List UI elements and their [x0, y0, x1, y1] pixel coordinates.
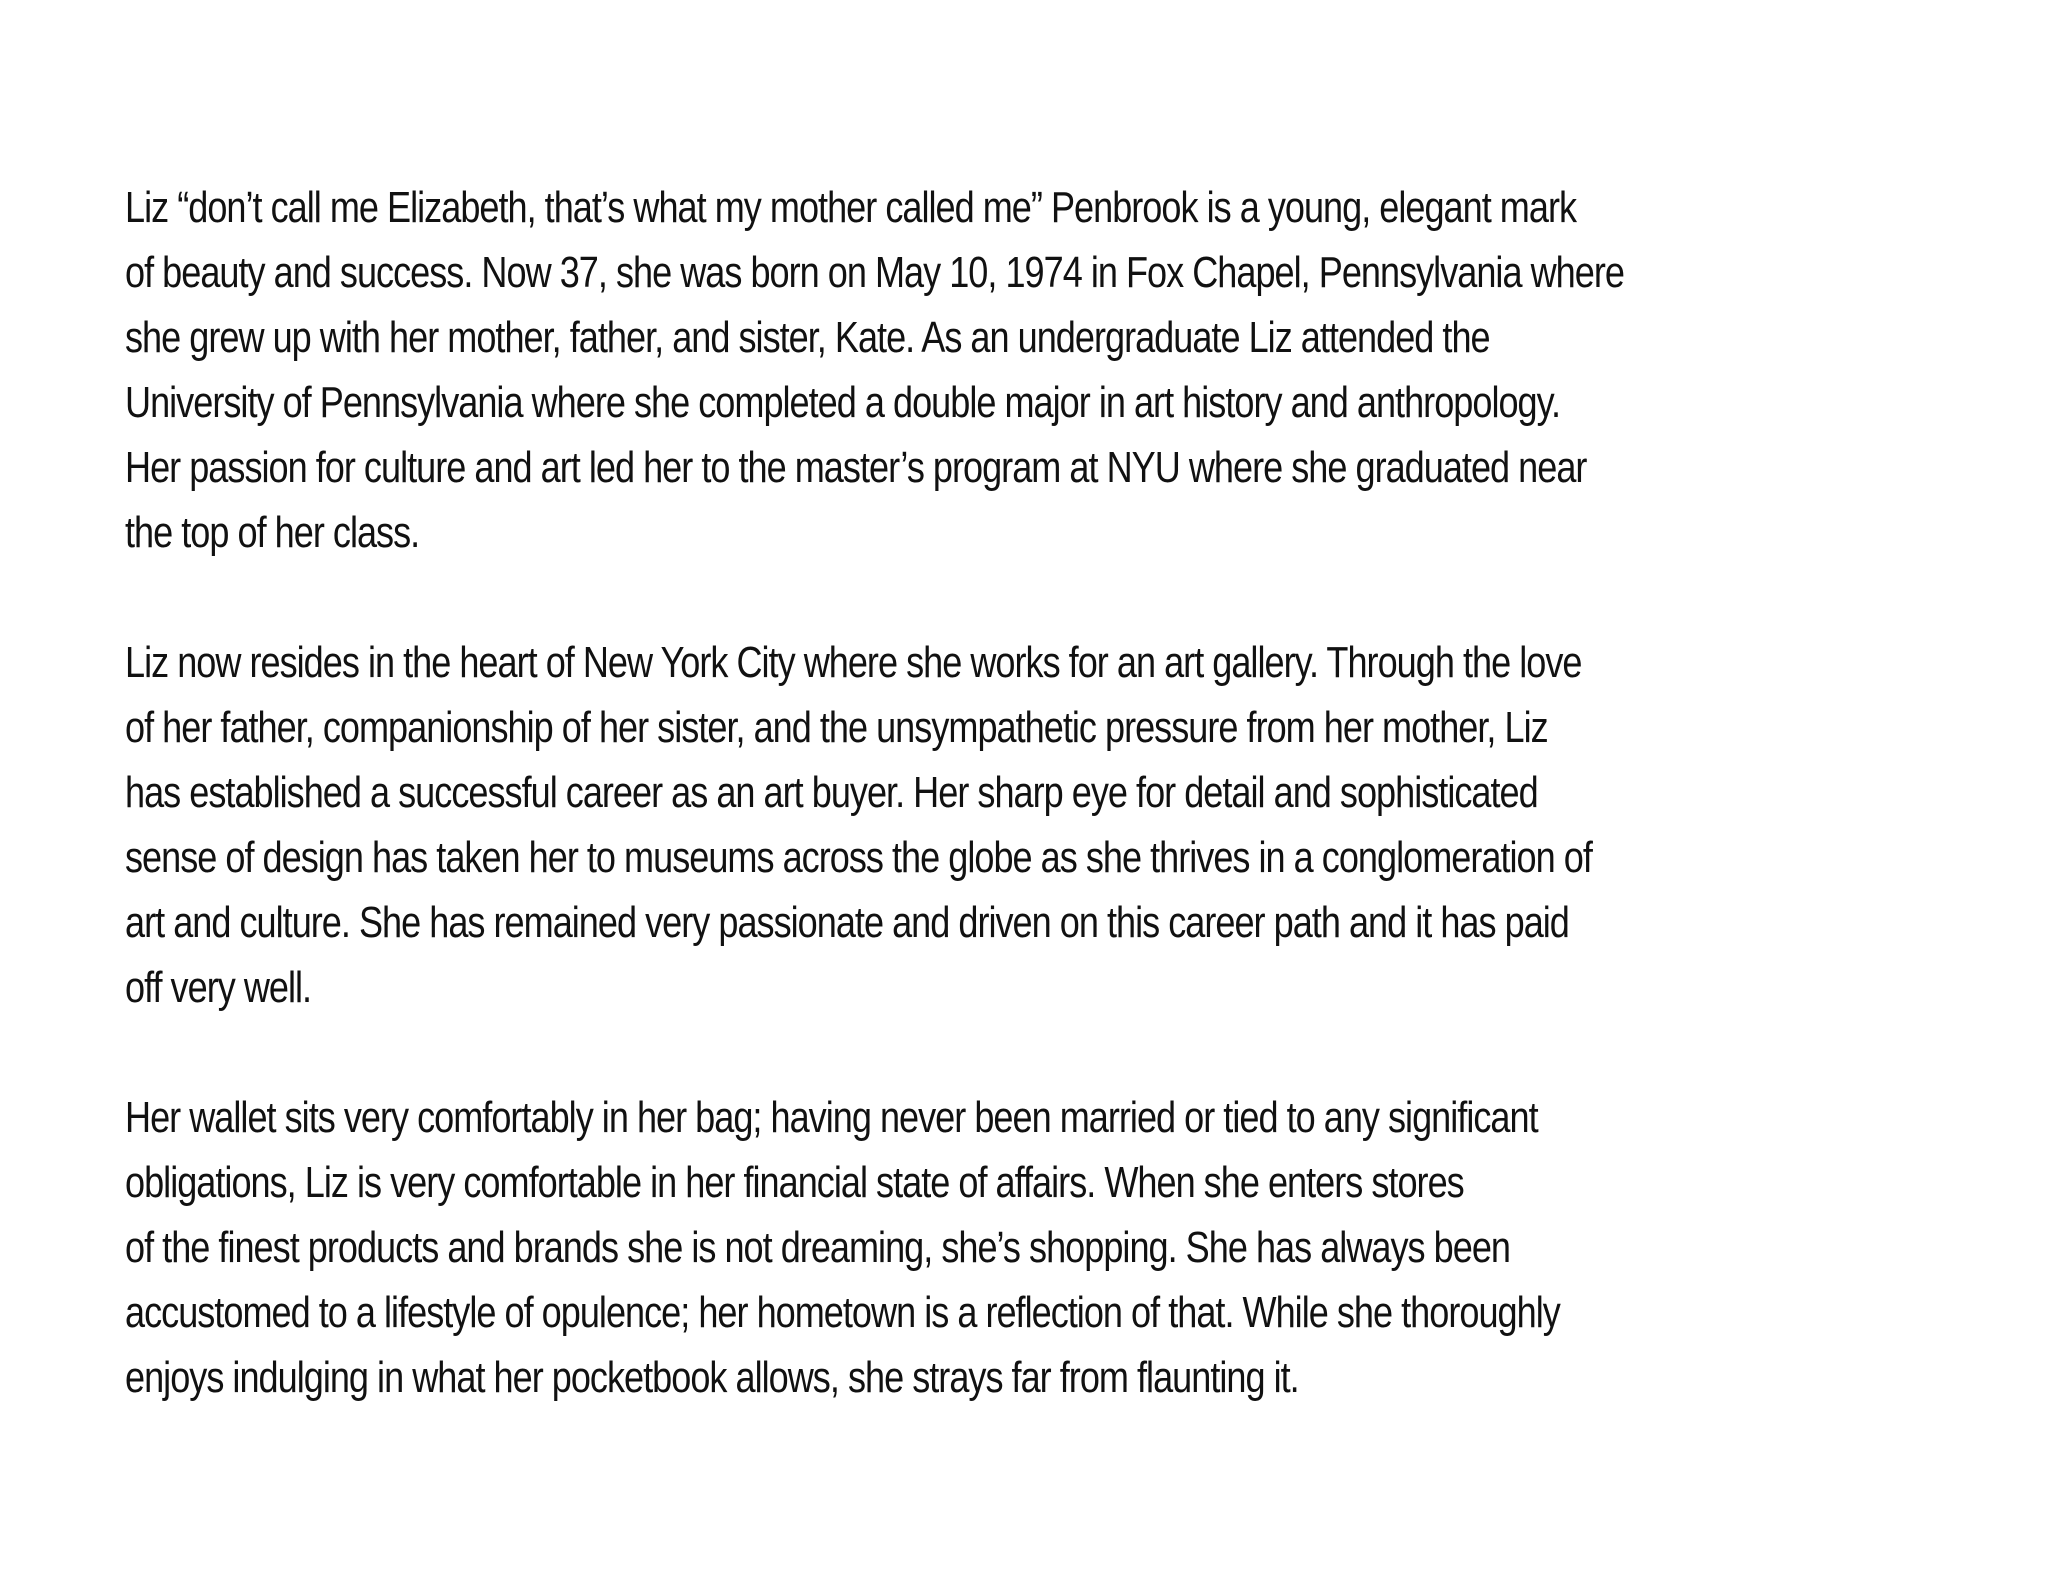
text-line: sense of design has taken her to museums across the globe as she thrives in a conglomeration of [125, 833, 1592, 882]
text-line: University of Pennsylvania where she completed a double major in art history and anthropology. [125, 378, 1561, 427]
paragraph-2 [125, 630, 1601, 1020]
text-line: Liz “don’t call me Elizabeth, that’s what my mother called me” Penbrook is a young, elegant mark [125, 183, 1577, 232]
text-line: of the finest products and brands she is not dreaming, she’s shopping. She has always been [125, 1223, 1510, 1272]
text-line: Liz now resides in the heart of New York City where she works for an art gallery. Through the love [125, 638, 1582, 687]
paragraph-1 [125, 175, 1624, 565]
text-line: of beauty and success. Now 37, she was born on May 10, 1974 in Fox Chapel, Pennsylvania where [125, 248, 1624, 297]
text-line: off very well. [125, 963, 312, 1012]
text-line: enjoys indulging in what her pocketbook allows, she strays far from flaunting it. [125, 1353, 1299, 1402]
body-text [125, 175, 1624, 1410]
text-line: has established a successful career as an art buyer. Her sharp eye for detail and sophisticated [125, 768, 1538, 817]
text-line: obligations, Liz is very comfortable in her financial state of affairs. When she enters stores [125, 1158, 1464, 1207]
text-line: accustomed to a lifestyle of opulence; her hometown is a reflection of that. While she thoroughly [125, 1288, 1560, 1337]
text-line: of her father, companionship of her sister, and the unsympathetic pressure from her mother, Liz [125, 703, 1548, 752]
paragraph-3 [125, 1085, 1601, 1410]
text-line: Her passion for culture and art led her to the master’s program at NYU where she graduated near [125, 443, 1587, 492]
text-line: Her wallet sits very comfortably in her bag; having never been married or tied to any significant [125, 1093, 1538, 1142]
text-line: art and culture. She has remained very passionate and driven on this career path and it has paid [125, 898, 1569, 947]
text-line: the top of her class. [125, 508, 420, 557]
text-line: she grew up with her mother, father, and sister, Kate. As an undergraduate Liz attended the [125, 313, 1490, 362]
